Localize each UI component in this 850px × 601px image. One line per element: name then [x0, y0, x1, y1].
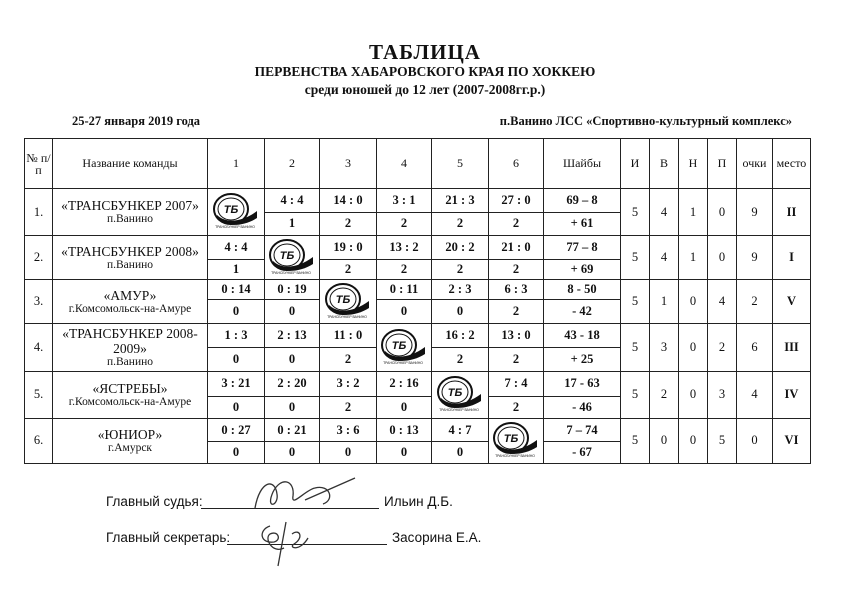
header-game-1: 1: [208, 139, 265, 189]
table-header-row: [25, 139, 811, 189]
match-score: 1 : 3: [208, 324, 265, 348]
team-name: «ЯСТРЕБЫ»: [92, 380, 168, 396]
place: VI: [773, 418, 811, 463]
document-subtitle-age: среди юношей до 12 лет (2007-2008гг.р.): [304, 82, 546, 97]
header-game-2: 2: [265, 139, 320, 189]
match-score: 13 : 0: [489, 324, 544, 348]
header-team: Название команды: [53, 139, 208, 189]
match-score: 21 : 0: [489, 236, 544, 260]
team-name: «ЮНИОР»: [97, 426, 163, 442]
match-score: 11 : 0: [320, 324, 377, 348]
match-points: 0: [377, 300, 432, 324]
match-points: 0: [320, 442, 377, 464]
team-city: г.Комсомольск-на-Амуре: [68, 302, 192, 315]
document-subtitle: ПЕРВЕНСТВА ХАБАРОВСКОГО КРАЯ ПО ХОККЕЮ: [254, 64, 596, 79]
match-points: 2: [489, 397, 544, 419]
match-points: 0: [377, 397, 432, 419]
self-match-logo-cell: [208, 189, 265, 236]
draws: 0: [679, 280, 708, 324]
club-logo-icon: [435, 374, 485, 412]
team-number: 4.: [25, 324, 53, 371]
svg-text:ТРАНСБУНКЕР ВАНИНО: ТРАНСБУНКЕР ВАНИНО: [271, 270, 311, 275]
club-logo-icon: [379, 327, 429, 365]
self-match-logo-cell: [265, 236, 320, 280]
header-place: место: [773, 139, 811, 189]
svg-text:ТБ: ТБ: [279, 249, 295, 262]
wins: 2: [650, 371, 679, 418]
draws: 0: [679, 418, 708, 463]
referee-name: Ильин Д.Б.: [384, 494, 453, 509]
svg-text:ТРАНСБУНКЕР ВАНИНО: ТРАНСБУНКЕР ВАНИНО: [215, 225, 255, 230]
team-cell: [53, 189, 208, 236]
team-number: 2.: [25, 236, 53, 280]
games-played: 5: [621, 236, 650, 280]
match-score: 19 : 0: [320, 236, 377, 260]
referee-label: Главный судья:: [106, 494, 203, 509]
match-score: 4 : 4: [265, 189, 320, 213]
team-name: «ТРАНСБУНКЕР 2008-2009»: [62, 326, 198, 356]
svg-text:ТРАНСБУНКЕР ВАНИНО: ТРАНСБУНКЕР ВАНИНО: [439, 407, 479, 412]
match-points: 2: [320, 212, 377, 236]
points-total: 0: [737, 418, 773, 463]
match-points: 0: [265, 348, 320, 372]
match-points: 2: [377, 212, 432, 236]
team-city: г.Комсомольск-на-Амуре: [68, 395, 192, 408]
match-score: 2 : 13: [265, 324, 320, 348]
club-logo-icon: [211, 191, 261, 229]
team-row: [25, 236, 811, 260]
team-number: 6.: [25, 418, 53, 463]
match-points: 1: [265, 212, 320, 236]
match-points: 0: [208, 348, 265, 372]
svg-text:ТРАНСБУНКЕР ВАНИНО: ТРАНСБУНКЕР ВАНИНО: [327, 314, 367, 319]
svg-text:ТБ: ТБ: [503, 432, 519, 445]
team-number: 1.: [25, 189, 53, 236]
place: II: [773, 189, 811, 236]
self-match-logo-cell: [489, 418, 544, 463]
wins: 0: [650, 418, 679, 463]
match-points: 0: [265, 300, 320, 324]
losses: 4: [708, 280, 737, 324]
points-total: 4: [737, 371, 773, 418]
match-points: 2: [489, 259, 544, 280]
header-losses: П: [708, 139, 737, 189]
draws: 1: [679, 189, 708, 236]
header-draws: Н: [679, 139, 708, 189]
self-match-logo-cell: [377, 324, 432, 371]
games-played: 5: [621, 418, 650, 463]
wins: 1: [650, 280, 679, 324]
losses: 2: [708, 324, 737, 371]
match-score: 3 : 6: [320, 418, 377, 442]
match-score: 20 : 2: [432, 236, 489, 260]
games-played: 5: [621, 324, 650, 371]
svg-text:ТРАНСБУНКЕР ВАНИНО: ТРАНСБУНКЕР ВАНИНО: [495, 453, 535, 458]
team-cell: [53, 236, 208, 280]
match-score: 3 : 21: [208, 371, 265, 397]
svg-text:ТБ: ТБ: [391, 339, 407, 352]
standings-table: [24, 138, 811, 464]
losses: 0: [708, 236, 737, 280]
match-points: 2: [489, 300, 544, 324]
team-name: «ТРАНСБУНКЕР 2008»: [61, 243, 199, 259]
match-points: 2: [489, 348, 544, 372]
match-points: 2: [432, 212, 489, 236]
goal-difference: - 67: [544, 442, 621, 464]
match-score: 7 : 4: [489, 371, 544, 397]
document-title: ТАБЛИЦА: [369, 40, 481, 64]
match-points: 0: [265, 397, 320, 419]
losses: 0: [708, 189, 737, 236]
header-num: № п/п: [25, 139, 53, 189]
match-score: 0 : 27: [208, 418, 265, 442]
secretary-signature: [248, 508, 328, 568]
secretary-label: Главный секретарь:: [106, 530, 231, 545]
match-score: 0 : 13: [377, 418, 432, 442]
wins: 4: [650, 189, 679, 236]
match-score: 6 : 3: [489, 280, 544, 300]
svg-text:ТРАНСБУНКЕР ВАНИНО: ТРАНСБУНКЕР ВАНИНО: [383, 360, 423, 365]
match-points: 0: [265, 442, 320, 464]
points-total: 6: [737, 324, 773, 371]
match-score: 2 : 3: [432, 280, 489, 300]
team-cell: [53, 418, 208, 463]
goal-difference: - 42: [544, 300, 621, 324]
match-score: 3 : 1: [377, 189, 432, 213]
self-match-logo-cell: [320, 280, 377, 324]
header-points: очки: [737, 139, 773, 189]
points-total: 9: [737, 189, 773, 236]
team-row: [25, 324, 811, 348]
header-goals: Шайбы: [544, 139, 621, 189]
match-points: 2: [377, 259, 432, 280]
losses: 5: [708, 418, 737, 463]
goals-total: 77 – 8: [544, 236, 621, 260]
match-points: 2: [489, 212, 544, 236]
goals-total: 7 – 74: [544, 418, 621, 442]
match-score: 27 : 0: [489, 189, 544, 213]
wins: 4: [650, 236, 679, 280]
draws: 0: [679, 371, 708, 418]
place: IV: [773, 371, 811, 418]
match-score: 0 : 19: [265, 280, 320, 300]
match-score: 2 : 16: [377, 371, 432, 397]
svg-text:ТБ: ТБ: [223, 204, 239, 217]
match-points: 2: [432, 348, 489, 372]
match-points: 1: [208, 259, 265, 280]
team-name: «АМУР»: [103, 287, 157, 303]
wins: 3: [650, 324, 679, 371]
team-row: [25, 418, 811, 442]
losses: 3: [708, 371, 737, 418]
games-played: 5: [621, 189, 650, 236]
match-score: 21 : 3: [432, 189, 489, 213]
goals-total: 43 - 18: [544, 324, 621, 348]
team-row: [25, 189, 811, 213]
match-points: 0: [432, 442, 489, 464]
match-score: 0 : 14: [208, 280, 265, 300]
match-score: 14 : 0: [320, 189, 377, 213]
goal-difference: + 61: [544, 212, 621, 236]
goal-difference: + 25: [544, 348, 621, 372]
match-points: 0: [432, 300, 489, 324]
team-row: [25, 371, 811, 397]
games-played: 5: [621, 371, 650, 418]
header-game-4: 4: [377, 139, 432, 189]
team-number: 5.: [25, 371, 53, 418]
match-points: 2: [320, 348, 377, 372]
match-score: 0 : 11: [377, 280, 432, 300]
goals-total: 69 – 8: [544, 189, 621, 213]
team-city: п.Ванино: [106, 213, 154, 226]
team-cell: [53, 280, 208, 324]
match-score: 3 : 2: [320, 371, 377, 397]
club-logo-icon: [323, 281, 373, 319]
place: I: [773, 236, 811, 280]
match-points: 0: [208, 397, 265, 419]
team-cell: [53, 324, 208, 371]
team-city: п.Ванино: [106, 356, 154, 368]
match-score: 4 : 7: [432, 418, 489, 442]
goals-total: 8 - 50: [544, 280, 621, 300]
svg-text:ТБ: ТБ: [447, 386, 463, 399]
goal-difference: + 69: [544, 259, 621, 280]
draws: 1: [679, 236, 708, 280]
match-score: 4 : 4: [208, 236, 265, 260]
match-points: 0: [208, 442, 265, 464]
points-total: 2: [737, 280, 773, 324]
match-points: 2: [320, 259, 377, 280]
place: III: [773, 324, 811, 371]
goal-difference: - 46: [544, 397, 621, 419]
match-score: 2 : 20: [265, 371, 320, 397]
secretary-name: Засорина Е.А.: [392, 530, 482, 545]
header-game-3: 3: [320, 139, 377, 189]
header-game-5: 5: [432, 139, 489, 189]
games-played: 5: [621, 280, 650, 324]
match-points: 2: [432, 259, 489, 280]
place: V: [773, 280, 811, 324]
team-cell: [53, 371, 208, 418]
team-city: г.Амурск: [107, 441, 153, 454]
match-points: 0: [208, 300, 265, 324]
header-wins: В: [650, 139, 679, 189]
points-total: 9: [737, 236, 773, 280]
self-match-logo-cell: [432, 371, 489, 418]
goals-total: 17 - 63: [544, 371, 621, 397]
header-games: И: [621, 139, 650, 189]
event-venue: п.Ванино ЛСС «Спортивно-культурный комплекс»: [499, 114, 792, 128]
draws: 0: [679, 324, 708, 371]
match-score: 16 : 2: [432, 324, 489, 348]
team-name: «ТРАНСБУНКЕР 2007»: [61, 198, 199, 214]
team-city: п.Ванино: [106, 258, 154, 271]
svg-text:ТБ: ТБ: [335, 293, 351, 306]
event-date: 25-27 января 2019 года: [72, 114, 201, 128]
match-score: 13 : 2: [377, 236, 432, 260]
match-score: 0 : 21: [265, 418, 320, 442]
club-logo-icon: [267, 237, 317, 275]
club-logo-icon: [491, 420, 541, 458]
match-points: 2: [320, 397, 377, 419]
header-game-6: 6: [489, 139, 544, 189]
match-points: 0: [377, 442, 432, 464]
team-number: 3.: [25, 280, 53, 324]
team-row: [25, 280, 811, 300]
